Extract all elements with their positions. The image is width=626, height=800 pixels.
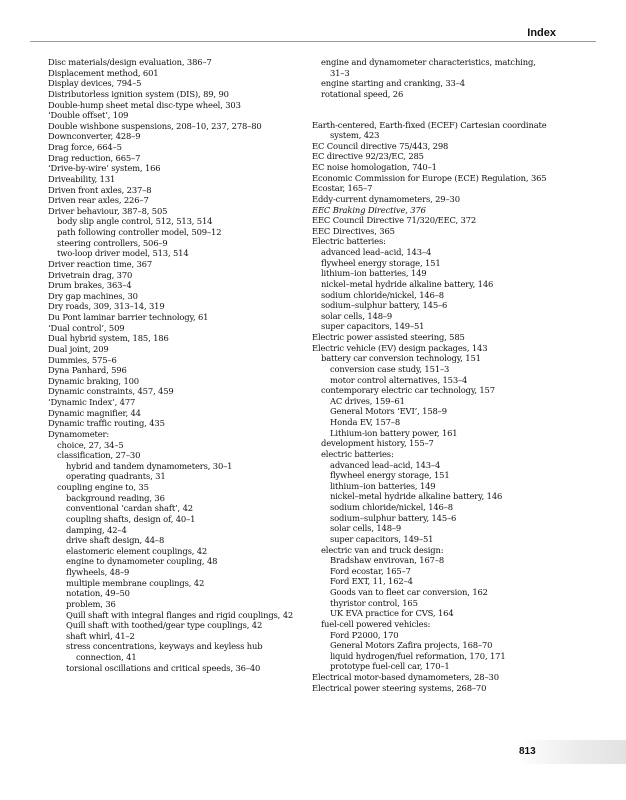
- index-entry: flywheels, 48–9: [66, 567, 130, 577]
- index-entry: nickel–metal hydride alkaline battery, 146: [321, 278, 494, 289]
- index-entry: Dynamic braking, 100: [48, 375, 139, 386]
- index-entry: UK EVA practice for CVS, 164: [330, 608, 454, 619]
- index-entry: sodium chloride/nickel, 146–8: [321, 289, 444, 300]
- index-entry: Dyna Panhard, 596: [48, 365, 127, 376]
- index-entry: battery car conversion technology, 151: [321, 353, 481, 364]
- index-entry: torsional oscillations and critical speeds, 36–40: [66, 662, 261, 673]
- index-entry: General Motors ‘EVI’, 158–9: [330, 406, 447, 417]
- index-entry: Disc materials/design evaluation, 386–7: [48, 57, 212, 67]
- index-entry: hybrid and tandem dynamometers, 30–1: [66, 460, 233, 471]
- index-entry: liquid hydrogen/fuel reformation, 170, 171: [330, 650, 506, 661]
- index-entry: Ford EXT, 11, 162–4: [330, 576, 413, 587]
- index-entry: Drum brakes, 363–4: [48, 280, 132, 291]
- index-entry: operating quadrants, 31: [66, 471, 166, 482]
- index-entry: Driven rear axles, 226–7: [48, 195, 149, 206]
- index-entry: rotational speed, 26: [321, 88, 404, 99]
- index-entry: background reading, 36: [66, 492, 165, 503]
- index-entry: EEC Braking Directive, 376: [312, 204, 426, 215]
- index-entry: ‘Dual control’, 509: [48, 322, 125, 333]
- index-entry: Dynamometer:: [48, 428, 110, 439]
- index-entry: system, 423: [330, 130, 380, 141]
- index-entry: Electric power assisted steering, 585: [312, 332, 465, 342]
- index-entry: choice, 27, 34–5: [57, 439, 124, 450]
- running-header-title: Index: [527, 27, 556, 39]
- index-entry: Dry gap machines, 30: [48, 290, 138, 301]
- index-entry: advanced lead–acid, 143–4: [321, 247, 432, 257]
- index-entry: super capacitors, 149–51: [330, 533, 434, 544]
- index-entry: classification, 27–30: [57, 450, 141, 461]
- index-entry: Driven front axles, 237–8: [48, 184, 152, 195]
- index-entry: Eddy-current dynamometers, 29–30: [312, 193, 460, 204]
- index-entry: notation, 49–50: [66, 588, 130, 599]
- index-entry: multiple membrane couplings, 42: [66, 577, 205, 588]
- index-entry: connection, 41: [76, 652, 137, 662]
- index-entry: EC directive 92/23/EC, 285: [312, 151, 424, 162]
- index-entry: coupling shafts, design of, 40–1: [66, 513, 196, 524]
- index-entry: Dual joint, 209: [48, 343, 109, 354]
- index-entry: electric batteries:: [321, 448, 394, 459]
- index-entry: Drag reduction, 665–7: [48, 152, 141, 163]
- index-entry: nickel–metal hydride alkaline battery, 146: [330, 491, 503, 502]
- index-entry: EEC Council Directive 71/320/EEC, 372: [312, 215, 477, 226]
- index-entry: development history, 155–7: [321, 438, 434, 449]
- index-entry: Distributorless ignition system (DIS), 89, 90: [48, 88, 229, 99]
- index-entry: electric van and truck design:: [321, 544, 444, 555]
- index-entry: Double wishbone suspensions, 208–10, 237, 278–80: [48, 120, 262, 131]
- index-entry: Driveability, 131: [48, 173, 116, 184]
- index-entry: Ford P2000, 170: [330, 629, 399, 640]
- index-entry: Electric vehicle (EV) design packages, 143: [312, 342, 488, 353]
- index-column-left: [48, 57, 296, 673]
- index-entry: Driver behaviour, 387–8, 505: [48, 205, 168, 216]
- index-entry: Ecostar, 165–7: [312, 183, 373, 194]
- index-entry: damping, 42–4: [66, 524, 127, 535]
- index-column-right: [312, 57, 570, 693]
- index-entry: Dynamic magnifier, 44: [48, 407, 141, 418]
- index-entry: sodium–sulphur battery, 145–6: [330, 512, 457, 523]
- index-entry: solar cells, 148–9: [330, 523, 402, 534]
- index-entry: lithium–ion batteries, 149: [321, 268, 427, 279]
- index-entry: engine to dynamometer coupling, 48: [66, 556, 218, 567]
- index-entry: Drivetrain drag, 370: [48, 269, 133, 280]
- index-entry: Display devices, 794–5: [48, 78, 142, 89]
- index-entry: path following controller model, 509–12: [57, 227, 222, 237]
- index-entry: stress concentrations, keyways and keyless hub: [66, 641, 263, 652]
- index-entry: ‘Dynamic Index’, 477: [48, 397, 136, 407]
- index-entry: contemporary electric car technology, 157: [321, 385, 495, 396]
- index-entry: ‘Drive-by-wire’ system, 166: [48, 163, 161, 174]
- index-entry: Economic Commission for Europe (ECE) Regulation, 365: [312, 172, 547, 183]
- index-entry: Ford ecostar, 165–7: [330, 565, 411, 576]
- index-entry: drive shaft design, 44–8: [66, 535, 165, 546]
- page-number: 813: [519, 746, 536, 757]
- index-entry: flywheel energy storage, 151: [330, 470, 450, 481]
- index-entry: lithium–ion batteries, 149: [330, 480, 436, 491]
- index-entry: Drag force, 664–5: [48, 142, 122, 152]
- index-entry: EC Council directive 75/443, 298: [312, 140, 449, 151]
- index-entry: Bradshaw envirovan, 167–8: [330, 555, 445, 566]
- index-entry: coupling engine to, 35: [57, 482, 149, 492]
- index-entry: Downconverter, 428–9: [48, 131, 141, 142]
- index-entry: super capacitors, 149–51: [321, 321, 425, 332]
- index-entry: EC noise homologation, 740–1: [312, 162, 437, 172]
- index-entry: advanced lead–acid, 143–4: [330, 459, 441, 470]
- index-entry: problem, 36: [66, 598, 116, 609]
- index-entry: flywheel energy storage, 151: [321, 257, 441, 268]
- index-entry: conventional ‘cardan shaft’, 42: [66, 503, 193, 514]
- index-entry: Driver reaction time, 367: [48, 258, 153, 269]
- index-entry: Earth-centered, Earth-fixed (ECEF) Cartesian coordinate: [312, 119, 547, 130]
- index-entry: 31–3: [330, 67, 350, 78]
- index-entry: Dry roads, 309, 313–14, 319: [48, 301, 165, 312]
- index-entry: conversion case study, 151–3: [330, 363, 450, 374]
- index-entry: Goods van to fleet car conversion, 162: [330, 587, 488, 597]
- index-entry: Double-hump sheet metal disc-type wheel, 303: [48, 99, 241, 110]
- entry-gap: [312, 100, 570, 120]
- index-entry: Dummies, 575–6: [48, 354, 117, 365]
- index-entry: thyristor control, 165: [330, 597, 418, 608]
- index-entry: sodium–sulphur battery, 145–6: [321, 300, 448, 311]
- index-entry: Dynamic traffic routing, 435: [48, 418, 165, 429]
- index-entry: EEC Directives, 365: [312, 225, 395, 236]
- index-entry: General Motors Zafira projects, 168–70: [330, 640, 493, 651]
- index-entry: sodium chloride/nickel, 146–8: [330, 502, 453, 512]
- index-entry: motor control alternatives, 153–4: [330, 374, 468, 385]
- index-entry: AC drives, 159–61: [330, 395, 405, 406]
- index-entry: Quill shaft with integral flanges and rigid couplings, 42: [66, 609, 294, 620]
- index-entry: engine starting and cranking, 33–4: [321, 78, 465, 89]
- index-entry: steering controllers, 506–9: [57, 237, 168, 248]
- index-entry: Dual hybrid system, 185, 186: [48, 333, 169, 344]
- index-entry: Honda EV, 157–8: [330, 417, 401, 427]
- index-entry: ‘Double offset’, 109: [48, 110, 129, 121]
- index-entry: fuel-cell powered vehicles:: [321, 618, 431, 629]
- index-entry: prototype fuel-cell car, 170–1: [330, 661, 450, 672]
- index-entry: engine and dynamometer characteristics, matching,: [321, 57, 536, 67]
- index-entry: shaft whirl, 41–2: [66, 630, 135, 641]
- index-entry: Electric batteries:: [312, 236, 386, 247]
- index-entry: elastomeric element couplings, 42: [66, 545, 208, 556]
- index-entry: Dynamic constraints, 457, 459: [48, 386, 174, 397]
- index-entry: body slip angle control, 512, 513, 514: [57, 216, 213, 227]
- index-entry: Displacement method, 601: [48, 67, 159, 78]
- index-entry: Quill shaft with toothed/gear type couplings, 42: [66, 620, 263, 631]
- index-entry: Lithium-ion battery power, 161: [330, 427, 458, 438]
- header-rule: [30, 41, 596, 42]
- index-entry: solar cells, 148–9: [321, 310, 393, 321]
- index-entry: Electrical motor-based dynamometers, 28–30: [312, 672, 499, 682]
- index-entry: two-loop driver model, 513, 514: [57, 248, 189, 259]
- index-entry: Electrical power steering systems, 268–70: [312, 682, 487, 693]
- index-entry: Du Pont laminar barrier technology, 61: [48, 312, 209, 322]
